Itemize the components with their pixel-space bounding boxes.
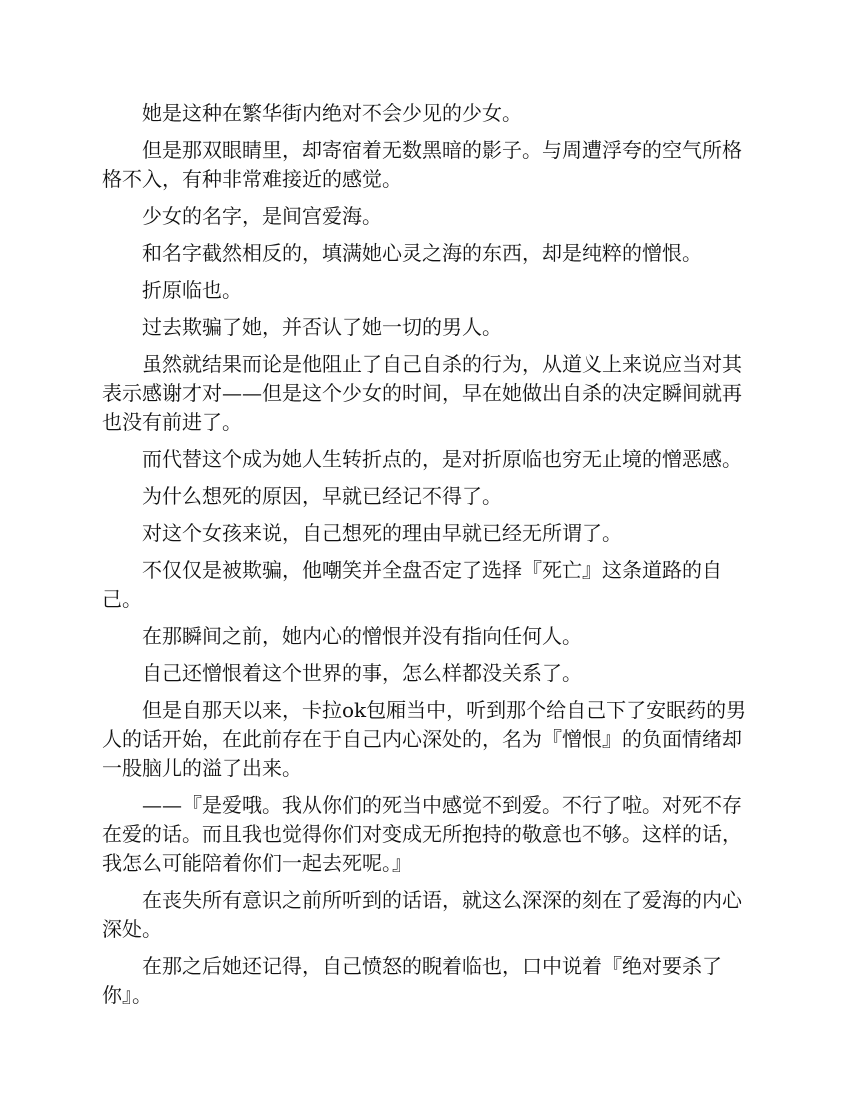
- paragraph: 在那之后她还记得，自己愤怒的睨着临也，口中说着『绝对要杀了你』。: [102, 954, 722, 1007]
- paragraph: 但是自那天以来，卡拉ok包厢当中，听到那个给自己下了安眠药的男人的话开始，在此前存在于自己内心深处的，名为『憎恨』的负面情绪却一股脑儿的溢了出来。: [102, 698, 747, 780]
- paragraph: 她是这种在繁华街内绝对不会少见的少女。: [142, 101, 522, 125]
- paragraph: 折原临也。: [142, 278, 242, 302]
- paragraph: 而代替这个成为她人生转折点的，是对折原临也穷无止境的憎恶感。: [142, 447, 742, 471]
- paragraph: 过去欺骗了她，并否认了她一切的男人。: [142, 315, 502, 339]
- paragraph: 为什么想死的原因，早就已经记不得了。: [142, 484, 502, 508]
- paragraph: 在丧失所有意识之前所听到的话语，就这么深深的刻在了爱海的内心深处。: [102, 888, 742, 941]
- paragraph: 自己还憎恨着这个世界的事，怎么样都没关系了。: [142, 661, 582, 685]
- paragraph: 不仅仅是被欺骗，他嘲笑并全盘否定了选择『死亡』这条道路的自己。: [102, 558, 722, 611]
- paragraph: ——『是爱哦。我从你们的死当中感觉不到爱。不行了啦。对死不存在爱的话。而且我也觉得你们对变成无所抱持的敬意也不够。这样的话，我怎么可能陪着你们一起去死呢。』: [102, 793, 742, 875]
- paragraph: 在那瞬间之前，她内心的憎恨并没有指向任何人。: [142, 624, 582, 648]
- paragraph: 少女的名字，是间宫爱海。: [142, 204, 382, 228]
- document-body: [102, 99, 752, 1018]
- paragraph: 虽然就结果而论是他阻止了自己自杀的行为，从道义上来说应当对其表示感谢才对——但是这个少女的时间，早在她做出自杀的决定瞬间就再也没有前进了。: [102, 352, 742, 434]
- paragraph: 但是那双眼睛里，却寄宿着无数黑暗的影子。与周遭浮夸的空气所格格不入，有种非常难接近的感觉。: [102, 138, 742, 191]
- paragraph: 和名字截然相反的，填满她心灵之海的东西，却是纯粹的憎恨。: [142, 241, 702, 265]
- paragraph: 对这个女孩来说，自己想死的理由早就已经无所谓了。: [142, 521, 622, 545]
